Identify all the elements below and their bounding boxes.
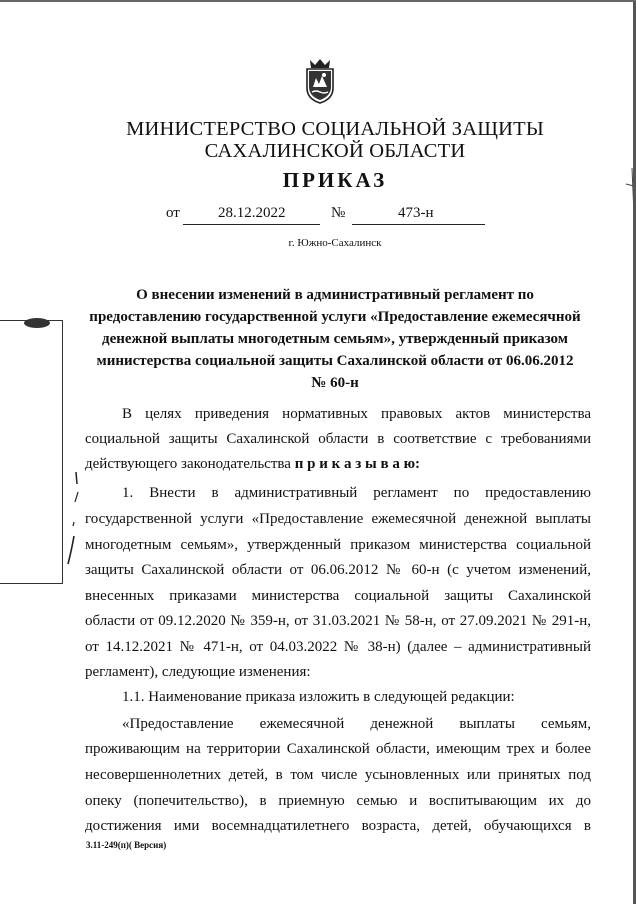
margin-pen-marks	[62, 470, 92, 580]
body-line: опеку (попечительство), в приемную семью и воспитывающим их до	[85, 793, 591, 809]
order-number: 473-н	[398, 205, 434, 221]
scan-edge-marks	[604, 164, 636, 222]
city-line: г. Южно-Сахалинск	[288, 237, 382, 249]
title-line: министерства социальной защиты Сахалинской области от 06.06.2012	[96, 353, 574, 369]
ministry-line-1: МИНИСТЕРСТВО СОЦИАЛЬНОЙ ЗАЩИТЫ	[126, 118, 544, 140]
body-line: 1. Внести в административный регламент по предоставлению	[122, 485, 591, 501]
date-label: от	[166, 205, 180, 221]
body-line: государственной услуги «Предоставление ежемесячной денежной выплаты	[85, 511, 591, 527]
body-line: достижения ими восемнадцатилетнего возраста, детей, обучающихся в	[85, 818, 591, 834]
body-line: социальной защиты Сахалинской области в соответствие с требованиями	[85, 431, 591, 447]
date-underline	[183, 224, 320, 225]
body-line	[85, 452, 591, 477]
body-line: проживающим на территории Сахалинской области, имеющим трех и более	[85, 741, 591, 757]
number-underline	[352, 224, 485, 225]
title-line: О внесении изменений в административный регламент по	[136, 287, 534, 303]
ministry-line-2: САХАЛИНСКОЙ ОБЛАСТИ	[204, 140, 466, 162]
body-line: несовершеннолетних детей, в том числе усыновленных или принятых под	[85, 767, 591, 783]
body-line: 1.1. Наименование приказа изложить в следующей редакции:	[122, 689, 515, 705]
body-line: внесенных приказами министерства социальной защиты Сахалинской	[85, 588, 591, 604]
title-line: предоставлению государственной услуги «Предоставление ежемесячной	[89, 309, 581, 325]
legislation-text: действующего законодательства	[85, 456, 295, 472]
number-label: №	[331, 205, 346, 221]
ministry-name	[0, 118, 636, 162]
body-line: «Предоставление ежемесячной денежной выплаты семьям,	[122, 716, 591, 732]
body-line: регламент), следующие изменения:	[85, 664, 311, 680]
body-line: В целях приведения нормативных правовых актов министерства	[122, 406, 591, 422]
title-line: денежной выплаты многодетным семьям», утвержденный приказом	[102, 331, 568, 347]
document-code: 3.11-249(п)( Версия)	[86, 840, 167, 850]
body-line: многодетным семьям», утвержденный приказом министерства социальной	[85, 537, 591, 553]
coat-of-arms-icon	[302, 56, 338, 104]
document-type: ПРИКАЗ	[282, 168, 388, 192]
scan-top-edge	[0, 0, 636, 2]
binding-stamp	[0, 320, 63, 584]
body-line: от 14.12.2021 № 471-н, от 04.03.2022 № 38-н) (далее – административный	[85, 639, 591, 655]
body-line: области от 09.12.2020 № 359-н, от 31.03.2021 № 58-н, от 27.09.2021 № 291-н,	[85, 613, 591, 629]
order-title	[70, 284, 600, 394]
order-date: 28.12.2022	[218, 205, 286, 221]
punch-hole-mark	[22, 316, 52, 330]
body-line: защиты Сахалинской области от 06.06.2012 № 60-н (с учетом изменений,	[85, 562, 591, 578]
order-verb: п р и к а з ы в а ю:	[294, 456, 421, 472]
title-line: № 60-н	[311, 375, 359, 391]
